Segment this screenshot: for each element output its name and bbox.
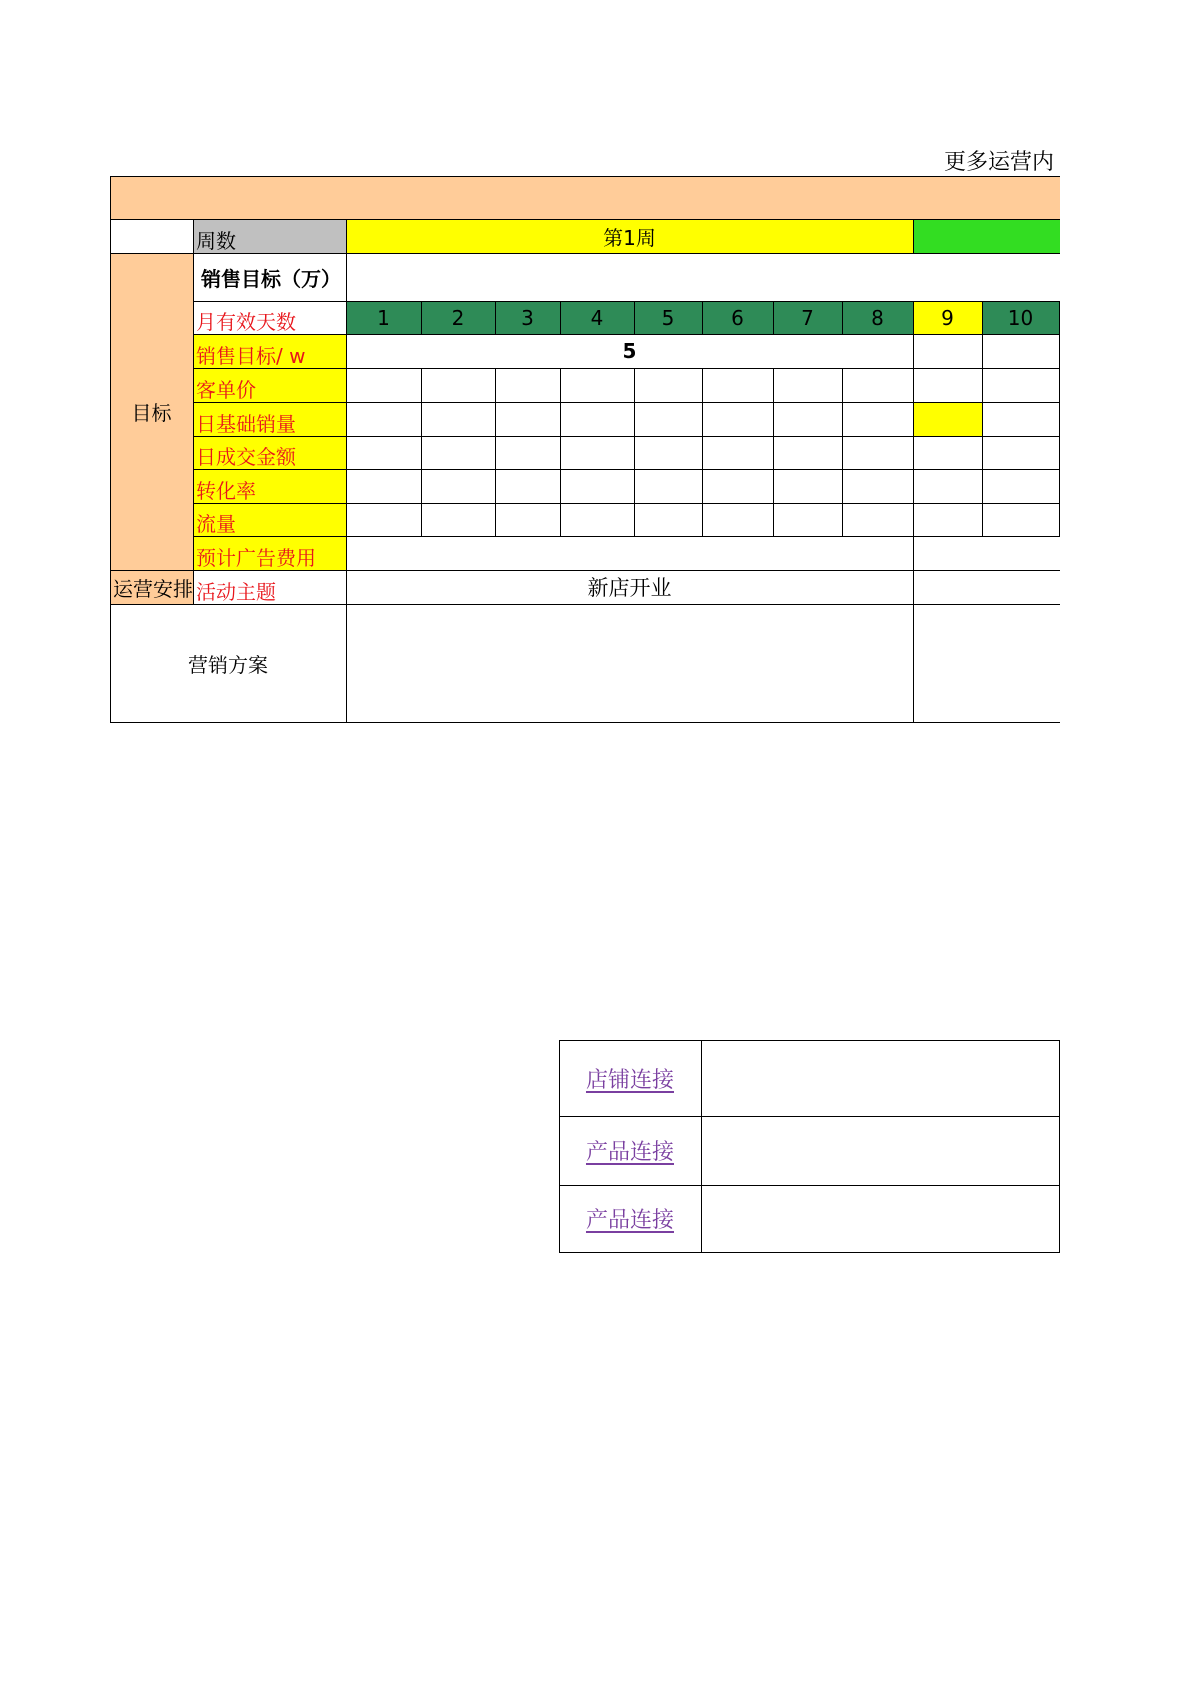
base-sales-highlight	[913, 402, 982, 436]
grid-line	[842, 368, 843, 536]
product-link[interactable]: 产品连接	[585, 1208, 674, 1233]
day-cell: 8	[871, 305, 884, 330]
grid-line	[913, 219, 914, 253]
grid-line	[773, 368, 774, 536]
day-cell: 1	[377, 305, 390, 330]
grid-line	[982, 301, 983, 536]
product-link-cell	[559, 1116, 701, 1185]
product-link[interactable]: 产品连接	[585, 1140, 674, 1165]
row-label-base-sales: 日基础销量	[196, 411, 296, 436]
grid-line	[634, 368, 635, 536]
grid-line	[421, 368, 422, 536]
week1-label: 第1周	[603, 225, 656, 250]
store-link-cell	[559, 1040, 701, 1116]
row-label-traffic: 流量	[196, 512, 236, 536]
day-cell: 3	[521, 305, 534, 330]
day-cell: 5	[661, 305, 675, 330]
day-cell: 4	[590, 305, 604, 330]
grid-line	[702, 368, 703, 536]
row-label-conversion: 转化率	[196, 478, 256, 503]
marketing-label: 营销方案	[188, 652, 268, 677]
row-label-unit-price: 客单价	[196, 377, 256, 402]
grid-line	[110, 176, 1060, 177]
sales-target-title: 销售目标（万）	[201, 266, 341, 291]
section-ops: 运营安排	[113, 576, 193, 601]
header-note: 更多运营内	[944, 150, 1055, 175]
grid-line	[559, 1252, 1060, 1253]
grid-line	[1059, 301, 1060, 536]
grid-line	[913, 301, 914, 723]
row-label-amount: 日成交金额	[196, 445, 296, 469]
grid-line	[560, 368, 561, 536]
link-table	[559, 1040, 1060, 1253]
grid-line	[110, 722, 1060, 723]
row-label-days: 月有效天数	[196, 310, 296, 334]
row-label-target-w: 销售目标/ w	[196, 343, 306, 368]
title-band	[110, 176, 1060, 219]
grid-line	[1059, 1040, 1060, 1253]
day-cell: 6	[731, 305, 744, 330]
section-target: 目标	[131, 401, 172, 425]
week-label: 周数	[196, 228, 236, 253]
grid-line	[495, 368, 496, 536]
product-link-cell	[559, 1185, 701, 1252]
day-cell: 2	[451, 305, 465, 330]
day-cell: 9	[941, 305, 954, 330]
week1-target-value: 5	[622, 339, 637, 363]
store-link[interactable]: 店铺连接	[585, 1067, 674, 1093]
day-cell: 10	[1007, 305, 1034, 330]
week1-theme: 新店开业	[587, 576, 672, 600]
grid-line	[346, 219, 347, 723]
day-cell: 7	[801, 305, 814, 330]
row-label-ad-cost: 预计广告费用	[196, 545, 316, 570]
week2-fill	[913, 219, 1060, 253]
row-label-theme: 活动主题	[196, 579, 276, 604]
grid-line	[701, 1040, 702, 1253]
